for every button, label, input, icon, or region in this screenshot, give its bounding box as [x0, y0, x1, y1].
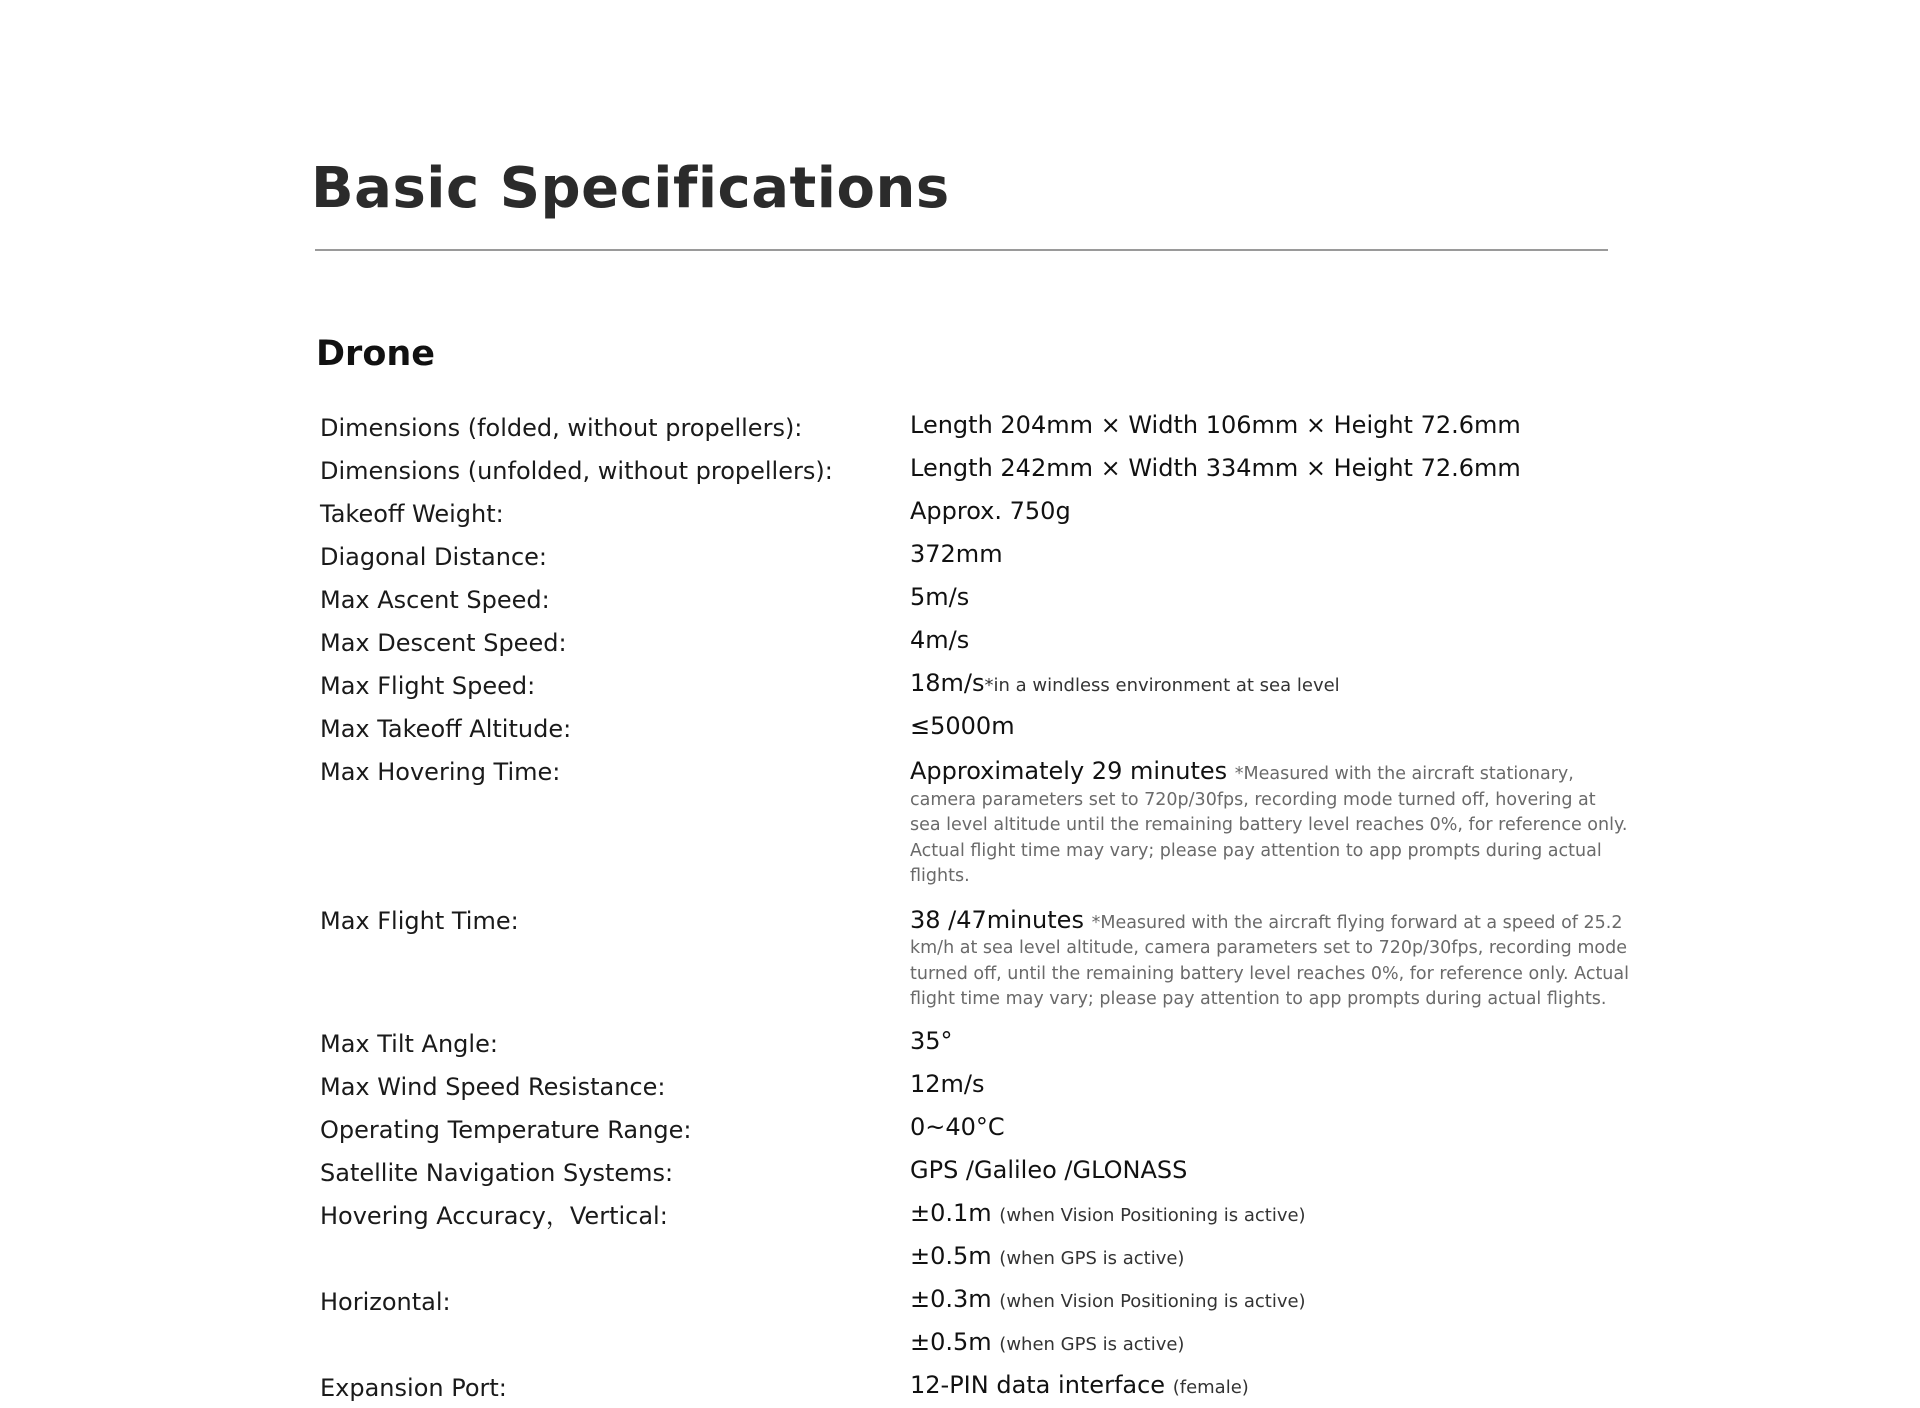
- spec-row: [320, 663, 1630, 706]
- spec-label: Takeoff Weight:: [320, 500, 504, 528]
- spec-row: [320, 706, 1630, 749]
- spec-row: [320, 448, 1630, 491]
- page-title: Basic Specifications: [311, 156, 950, 221]
- spec-label: Max Hovering Time:: [320, 758, 561, 786]
- spec-value-note: (when Vision Positioning is active): [999, 1204, 1306, 1226]
- spec-row: [320, 1279, 1630, 1322]
- spec-value-note: (when GPS is active): [999, 1247, 1185, 1269]
- spec-value-main: 4m/s: [910, 626, 970, 654]
- spec-label: Dimensions (unfolded, without propellers):: [320, 457, 833, 485]
- spec-value-note: *Measured with the aircraft stationary, camera parameters set to 720p/30fps, recording mode turned off, hovering at sea level altitude until the remaining battery level reaches 0%, for reference only. Actual flight time may vary; please pay attention to app prompts during actual flights.: [910, 764, 1628, 886]
- spec-value-main: Approx. 750g: [910, 497, 1071, 525]
- spec-row: [320, 1107, 1630, 1150]
- spec-value-main: 12m/s: [910, 1069, 985, 1098]
- spec-value: [910, 706, 1630, 746]
- spec-label: Satellite Navigation Systems:: [320, 1158, 674, 1187]
- spec-value: [910, 1193, 1630, 1236]
- spec-value: [910, 1064, 1630, 1104]
- spec-value: [910, 577, 1630, 617]
- spec-label: Hovering Accuracy，Vertical:: [320, 1201, 668, 1230]
- spec-row: [320, 1021, 1630, 1064]
- spec-label: Max Wind Speed Resistance:: [320, 1072, 666, 1101]
- spec-value: [910, 1365, 1630, 1408]
- spec-row: [320, 491, 1630, 534]
- spec-value-note: (when Vision Positioning is active): [999, 1290, 1306, 1312]
- spec-label: Dimensions (folded, without propellers):: [320, 414, 803, 442]
- spec-value: [910, 620, 1630, 660]
- spec-row: [320, 898, 1630, 1021]
- spec-label: Operating Temperature Range:: [320, 1115, 692, 1144]
- spec-value-main: GPS /Galileo /GLONASS: [910, 1155, 1188, 1184]
- spec-value: [910, 534, 1630, 574]
- spec-value: [910, 1021, 1630, 1061]
- spec-label: Max Tilt Angle:: [320, 1029, 498, 1058]
- spec-value-main: 5m/s: [910, 583, 970, 611]
- spec-value: [910, 1236, 1630, 1279]
- spec-label: Max Flight Speed:: [320, 672, 536, 700]
- spec-value-main: 372mm: [910, 540, 1003, 568]
- spec-value-main: ±0.5m: [910, 1241, 992, 1270]
- spec-value-main: 18m/s: [910, 669, 985, 697]
- spec-value-main: 12-PIN data interface: [910, 1370, 1166, 1399]
- spec-label: Max Ascent Speed:: [320, 586, 550, 614]
- spec-value-main: Length 242mm × Width 334mm × Height 72.6mm: [910, 454, 1521, 482]
- spec-value-main: 35°: [910, 1026, 953, 1055]
- spec-row: [320, 405, 1630, 448]
- spec-row: [320, 1236, 1630, 1279]
- spec-row: [320, 534, 1630, 577]
- section-title: Drone: [316, 334, 436, 374]
- spec-row: [320, 577, 1630, 620]
- spec-value-main: ±0.5m: [910, 1327, 992, 1356]
- spec-row: [320, 1322, 1630, 1365]
- spec-label: Expansion Port:: [320, 1373, 507, 1402]
- spec-value: [910, 1279, 1630, 1322]
- spec-value: [910, 898, 1630, 1021]
- spec-value: [910, 491, 1630, 531]
- spec-value-note: *Measured with the aircraft flying forward at a speed of 25.2 km/h at sea level altitude, camera parameters set to 720p/30fps, recording mode turned off, until the remaining battery level reaches 0%, for reference only. Actual flight time may vary; please pay attention to app prompts during actual flights.: [910, 912, 1629, 1009]
- spec-row: [320, 1150, 1630, 1193]
- spec-label: [320, 1322, 910, 1325]
- spec-value: [910, 1107, 1630, 1147]
- spec-row: [320, 1064, 1630, 1107]
- spec-value: [910, 448, 1630, 488]
- spec-value-note: (female): [1172, 1376, 1249, 1398]
- spec-row: [320, 1365, 1630, 1408]
- title-divider: [315, 249, 1608, 251]
- spec-value: [910, 1150, 1630, 1190]
- spec-label: Max Flight Time:: [320, 906, 519, 935]
- spec-value-main: ±0.3m: [910, 1284, 992, 1313]
- spec-row: [320, 1193, 1630, 1236]
- spec-value-main: ±0.1m: [910, 1198, 992, 1227]
- spec-row: [320, 749, 1630, 898]
- spec-row: [320, 620, 1630, 663]
- spec-value: [910, 749, 1630, 898]
- spec-label: Max Descent Speed:: [320, 629, 567, 657]
- spec-value: [910, 1322, 1630, 1365]
- spec-value-main: Length 204mm × Width 106mm × Height 72.6mm: [910, 411, 1521, 439]
- spec-value-main: 0~40°C: [910, 1112, 1005, 1141]
- spec-label: Diagonal Distance:: [320, 543, 548, 571]
- spec-value: [910, 663, 1630, 706]
- spec-value-note: *in a windless environment at sea level: [984, 675, 1340, 696]
- spec-value-main: 38 /47minutes: [910, 905, 1084, 934]
- spec-label: Max Takeoff Altitude:: [320, 715, 572, 743]
- spec-table: [320, 405, 1630, 1408]
- spec-value: [910, 405, 1630, 445]
- spec-value-main: ≤5000m: [910, 712, 1015, 740]
- spec-value-main: Approximately 29 minutes: [910, 757, 1228, 785]
- spec-label: Horizontal:: [320, 1287, 451, 1316]
- spec-value-note: (when GPS is active): [999, 1333, 1185, 1355]
- spec-label: [320, 1236, 910, 1239]
